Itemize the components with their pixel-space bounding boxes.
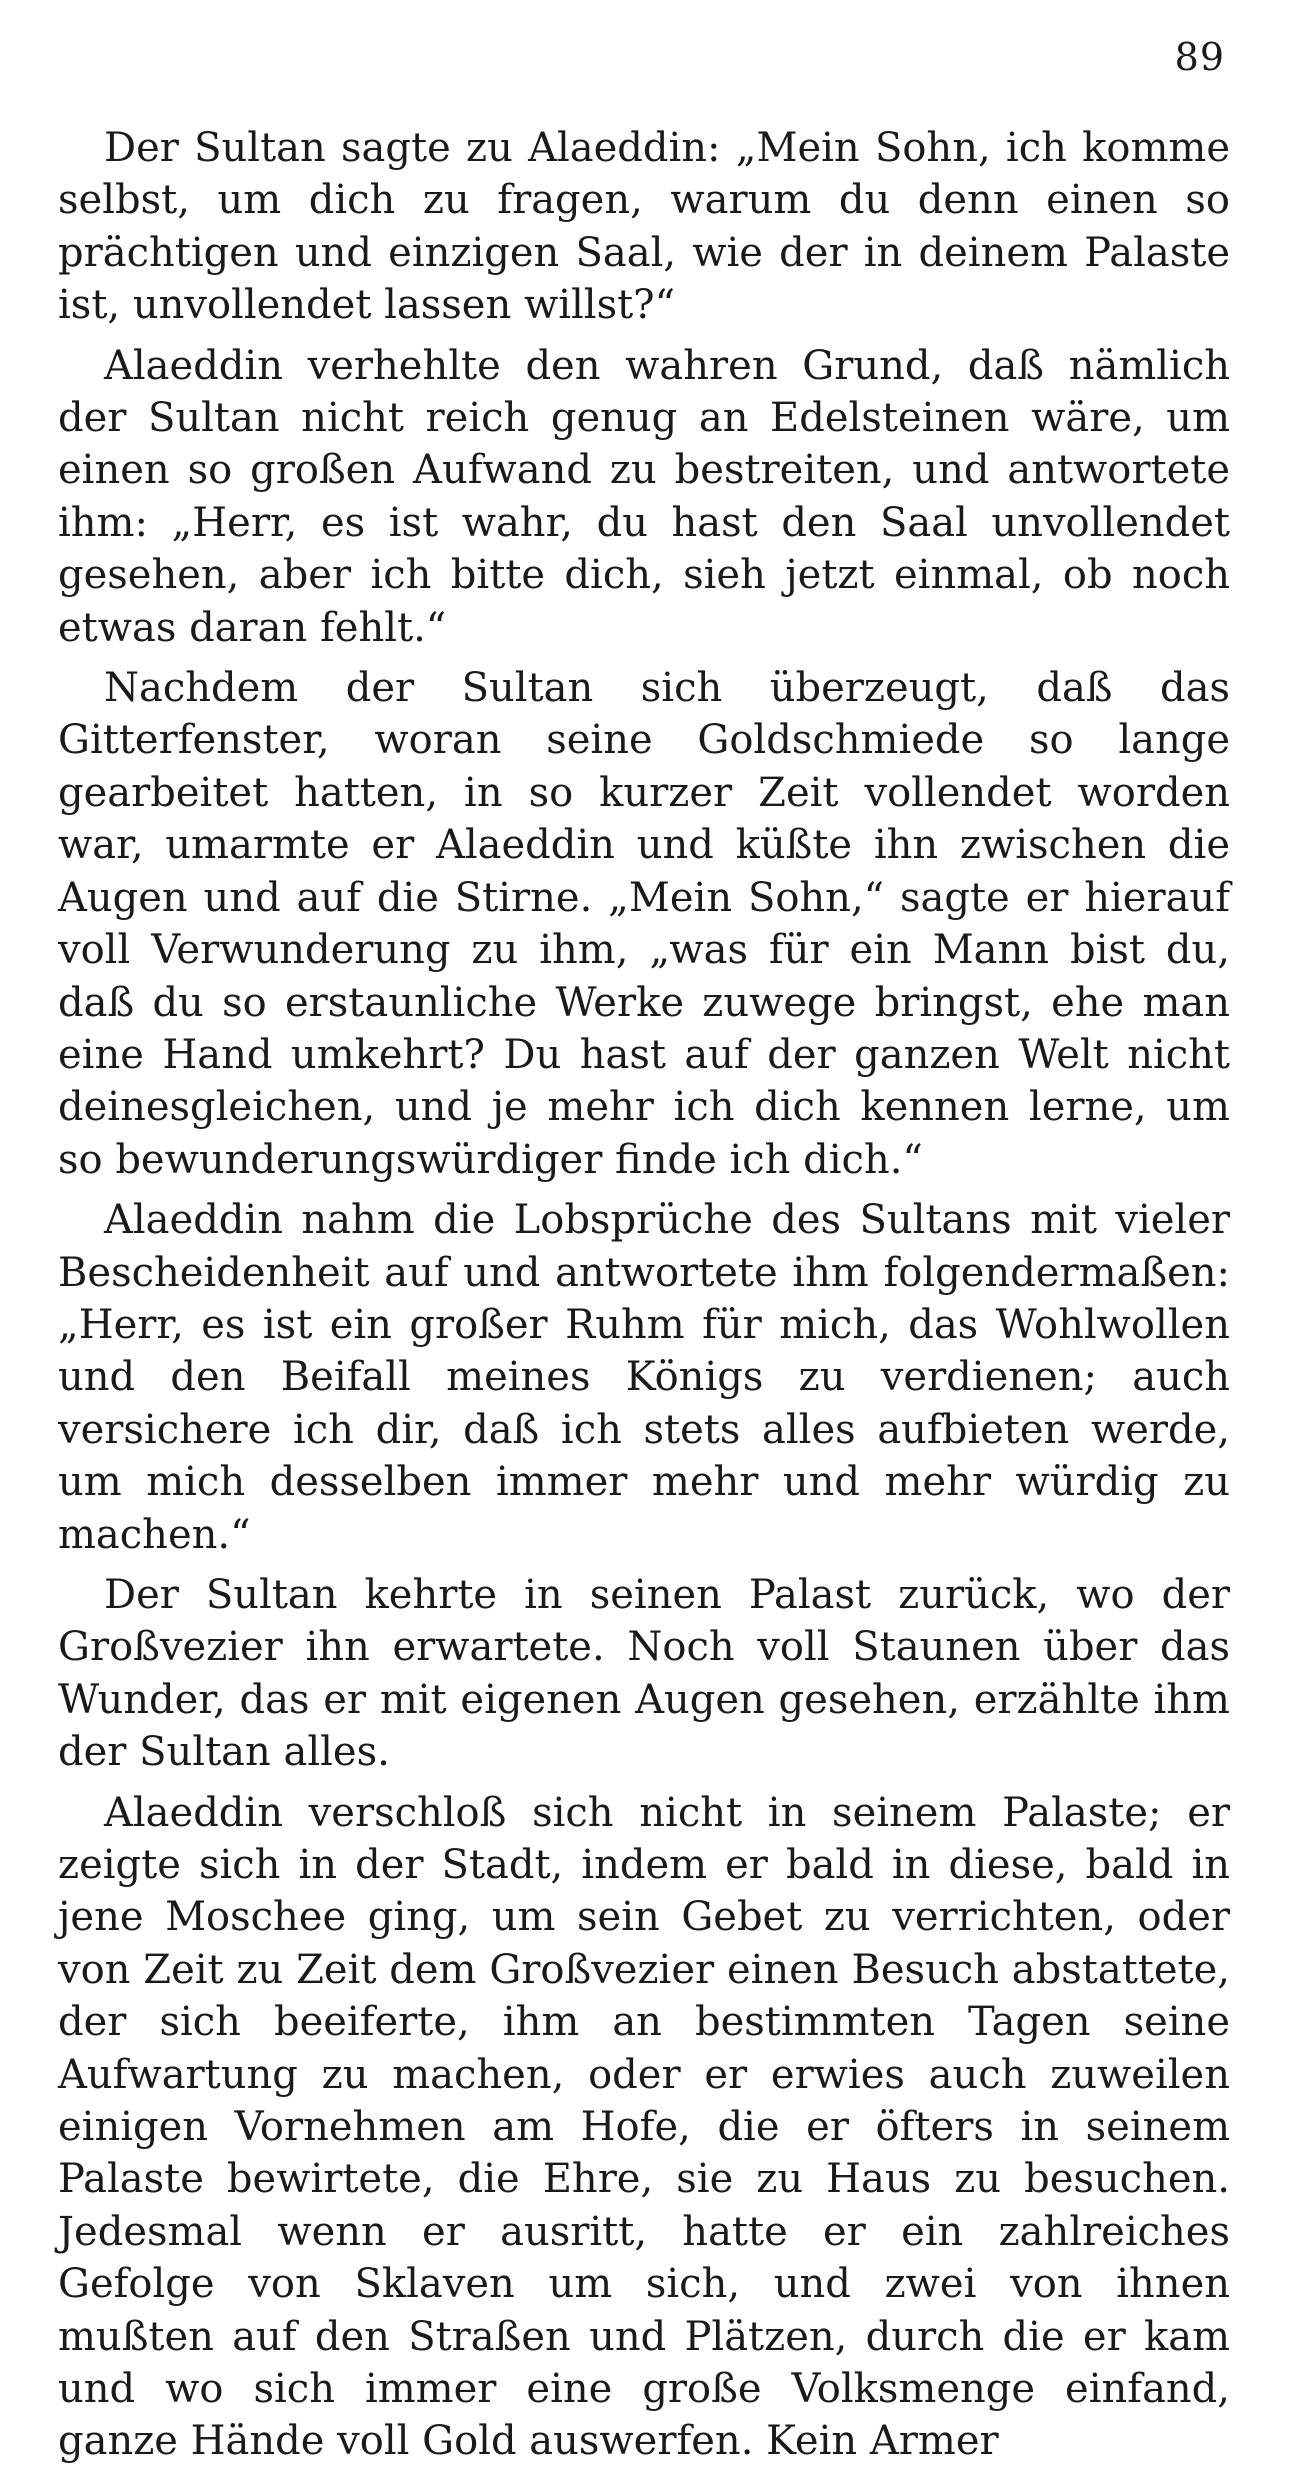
paragraph-4: Alaeddin nahm die Lobsprüche des Sultans mit vieler Bescheidenheit auf und antwortete ihm folgendermaßen: „Herr, es ist ein großer Ruhm für mich, das Wohlwollen und den Beifall meines Königs zu verdienen; auch versichere ich dir, daß ich stets alles aufbieten werde, um mich desselben immer mehr und mehr würdig zu machen.“ [58,1197,1230,1558]
paragraph-2: Alaeddin verhehlte den wahren Grund, daß nämlich der Sultan nicht reich genug an Edelsteinen wäre, um einen so großen Aufwand zu bestreiten, und antwortete ihm: „Herr, es ist wahr, du hast den Saal unvollendet gesehen, aber ich bitte dich, sieh jetzt einmal, ob noch etwas daran fehlt.“ [58,342,1230,651]
paragraph-1: Der Sultan sagte zu Alaeddin: „Mein Sohn, ich komme selbst, um dich zu fragen, warum du denn einen so prächtigen und einzigen Saal, wie der in deinem Palaste ist, unvollendet lassen willst?“ [58,125,1230,329]
page-number: 89 [1174,35,1225,79]
body-text [58,122,1230,2468]
paragraph-6: Alaeddin verschloß sich nicht in seinem Palaste; er zeigte sich in der Stadt, indem er bald in diese, bald in jene Moschee ging, um sein Gebet zu verrichten, oder von Zeit zu Zeit dem Großvezier einen Besuch abstattete, der sich beeiferte, ihm an bestimmten Tagen seine Aufwartung zu machen, oder er erwies auch zuweilen einigen Vornehmen am Hofe, die er öfters in seinem Palaste bewirtete, die Ehre, sie zu Haus zu besuchen. Jedesmal wenn er ausritt, hatte er ein zahlreiches Gefolge von Sklaven um sich, und zwei von ihnen mußten auf den Straßen und Plätzen, durch die er kam und wo sich immer eine große Volksmenge einfand, ganze Hände voll Gold auswerfen. Kein Armer [58,1789,1230,2465]
paragraph-5: Der Sultan kehrte in seinen Palast zurück, wo der Großvezier ihn erwartete. Noch voll Staunen über das Wunder, das er mit eigenen Augen gesehen, erzählte ihm der Sultan alles. [58,1571,1230,1776]
paragraph-3: Nachdem der Sultan sich überzeugt, daß das Gitterfenster, woran seine Goldschmiede so lange gearbeitet hatten, in so kurzer Zeit vollendet worden war, umarmte er Alaeddin und küßte ihn zwischen die Augen und auf die Stirne. „Mein Sohn,“ sagte er hierauf voll Verwunderung zu ihm, „was für ein Mann bist du, daß du so erstaunliche Werke zuwege bringst, ehe man eine Hand umkehrt? Du hast auf der ganzen Welt nicht deinesgleichen, und je mehr ich dich kennen lerne, um so bewunderungswürdiger finde ich dich.“ [58,665,1230,1183]
